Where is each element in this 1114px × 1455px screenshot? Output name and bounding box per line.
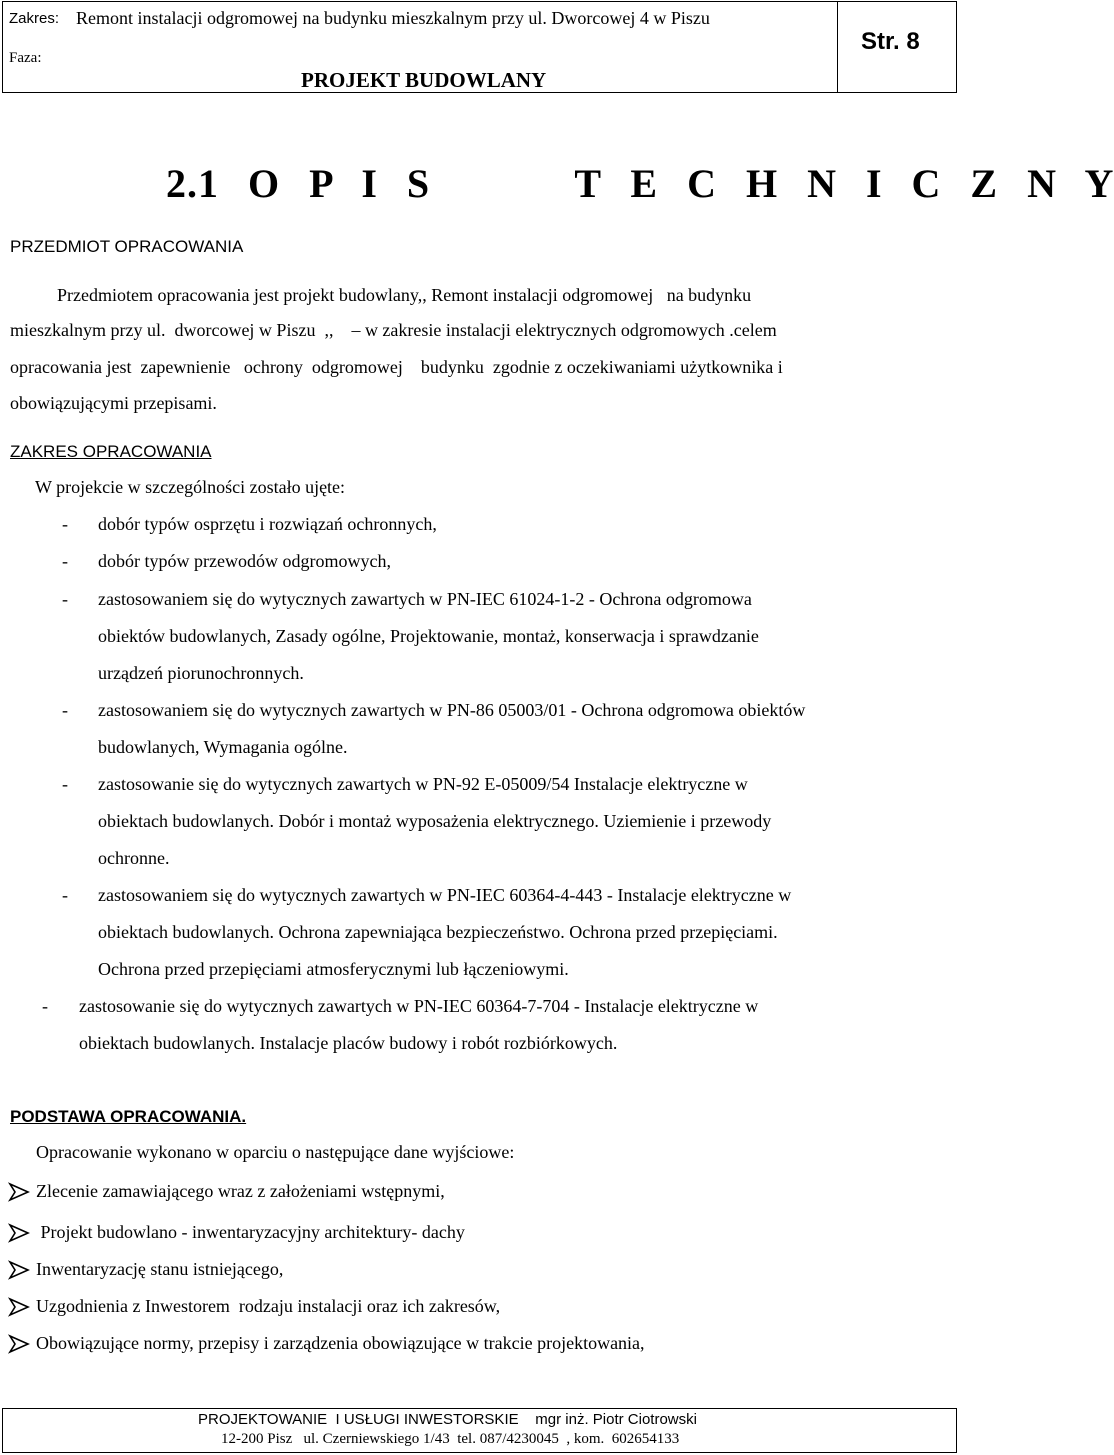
document-title bbox=[166, 160, 1114, 207]
list-item: zastosowaniem się do wytycznych zawartych w PN-86 05003/01 - Ochrona odgromowa obiektów bbox=[98, 700, 806, 720]
page-header bbox=[2, 1, 957, 93]
list-dash: - bbox=[62, 774, 68, 794]
list-item: Zlecenie zamawiającego wraz z założeniami wstępnymi, bbox=[36, 1181, 445, 1201]
section-heading-zakres: ZAKRES OPRACOWANIA bbox=[10, 442, 212, 461]
list-item: Inwentaryzację stanu istniejącego, bbox=[36, 1259, 284, 1279]
przedmiot-line-4: obowiązującymi przepisami. bbox=[10, 393, 217, 413]
project-type: PROJEKT BUDOWLANY bbox=[301, 68, 547, 92]
arrow-bullet-icon bbox=[8, 1335, 30, 1353]
arrow-bullet-icon bbox=[8, 1298, 30, 1316]
page-footer bbox=[2, 1408, 957, 1453]
list-item: Uzgodnienia z Inwestorem rodzaju instalacji oraz ich zakresów, bbox=[36, 1296, 501, 1316]
arrow-bullet-icon bbox=[8, 1261, 30, 1279]
list-item-cont: obiektach budowlanych. Dobór i montaż wyposażenia elektrycznego. Uziemienie i przewody bbox=[98, 811, 772, 831]
przedmiot-line-3: opracowania jest zapewnienie ochrony odgromowej budynku zgodnie z oczekiwaniami użytkownika i bbox=[10, 357, 783, 377]
document-title-text: 2.1 O P I S T E C H N I C Z N Y bbox=[166, 161, 1114, 206]
list-item: dobór typów osprzętu i rozwiązań ochronnych, bbox=[98, 514, 437, 534]
przedmiot-line-2: mieszkalnym przy ul. dworcowej w Piszu ,, – w zakresie instalacji elektrycznych odgromowych .celem bbox=[10, 320, 777, 340]
list-item: zastosowaniem się do wytycznych zawartych w PN-IEC 61024-1-2 - Ochrona odgromowa bbox=[98, 589, 752, 609]
faza-label: Faza: bbox=[9, 50, 42, 66]
list-dash: - bbox=[62, 700, 68, 720]
list-item-cont: obiektach budowlanych. Ochrona zapewniająca bezpieczeństwo. Ochrona przed przepięciami. bbox=[98, 922, 778, 942]
list-item: zastosowanie się do wytycznych zawartych w PN-IEC 60364-7-704 - Instalacje elektryczne w bbox=[79, 996, 759, 1016]
list-dash: - bbox=[42, 996, 48, 1016]
page-number: Str. 8 bbox=[861, 28, 920, 55]
list-dash: - bbox=[62, 551, 68, 571]
header-info-cell bbox=[3, 2, 838, 92]
przedmiot-line-1: Przedmiotem opracowania jest projekt budowlany,, Remont instalacji odgromowej na budynku bbox=[57, 285, 752, 305]
list-item: dobór typów przewodów odgromowych, bbox=[98, 551, 391, 571]
list-dash: - bbox=[62, 514, 68, 534]
list-item: zastosowaniem się do wytycznych zawartych w PN-IEC 60364-4-443 - Instalacje elektryczne w bbox=[98, 885, 792, 905]
list-item-cont: obiektów budowlanych, Zasady ogólne, Projektowanie, montaż, konserwacja i sprawdzanie bbox=[98, 626, 759, 646]
list-item-cont: obiektach budowlanych. Instalacje placów budowy i robót rozbiórkowych. bbox=[79, 1033, 618, 1053]
list-dash: - bbox=[62, 885, 68, 905]
footer-company: PROJEKTOWANIE I USŁUGI INWESTORSKIE mgr inż. Piotr Ciotrowski bbox=[198, 1411, 697, 1428]
list-item-cont: urządzeń piorunochronnych. bbox=[98, 663, 304, 683]
podstawa-intro: Opracowanie wykonano w oparciu o następujące dane wyjściowe: bbox=[36, 1142, 515, 1162]
list-item-cont: ochronne. bbox=[98, 848, 170, 868]
list-dash: - bbox=[62, 589, 68, 609]
list-item: zastosowanie się do wytycznych zawartych w PN-92 E-05009/54 Instalacje elektryczne w bbox=[98, 774, 748, 794]
zakres-label: Zakres: bbox=[9, 10, 60, 27]
arrow-bullet-icon bbox=[8, 1183, 30, 1201]
list-item: Projekt budowlano - inwentaryzacyjny architektury- dachy bbox=[36, 1222, 465, 1242]
footer-address: 12-200 Pisz ul. Czerniewskiego 1/43 tel. 087/4230045 , kom. 602654133 bbox=[221, 1431, 680, 1447]
zakres-value: Remont instalacji odgromowej na budynku mieszkalnym przy ul. Dworcowej 4 w Piszu bbox=[76, 8, 710, 28]
list-item-cont: budowlanych, Wymagania ogólne. bbox=[98, 737, 348, 757]
zakres-intro: W projekcie w szczególności zostało ujęte: bbox=[35, 477, 346, 497]
list-item: Obowiązujące normy, przepisy i zarządzenia obowiązujące w trakcie projektowania, bbox=[36, 1333, 645, 1353]
section-heading-przedmiot: PRZEDMIOT OPRACOWANIA bbox=[10, 237, 244, 256]
list-item-cont: Ochrona przed przepięciami atmosferycznymi lub łączeniowymi. bbox=[98, 959, 569, 979]
arrow-bullet-icon bbox=[8, 1224, 30, 1242]
section-heading-podstawa: PODSTAWA OPRACOWANIA. bbox=[10, 1107, 247, 1126]
